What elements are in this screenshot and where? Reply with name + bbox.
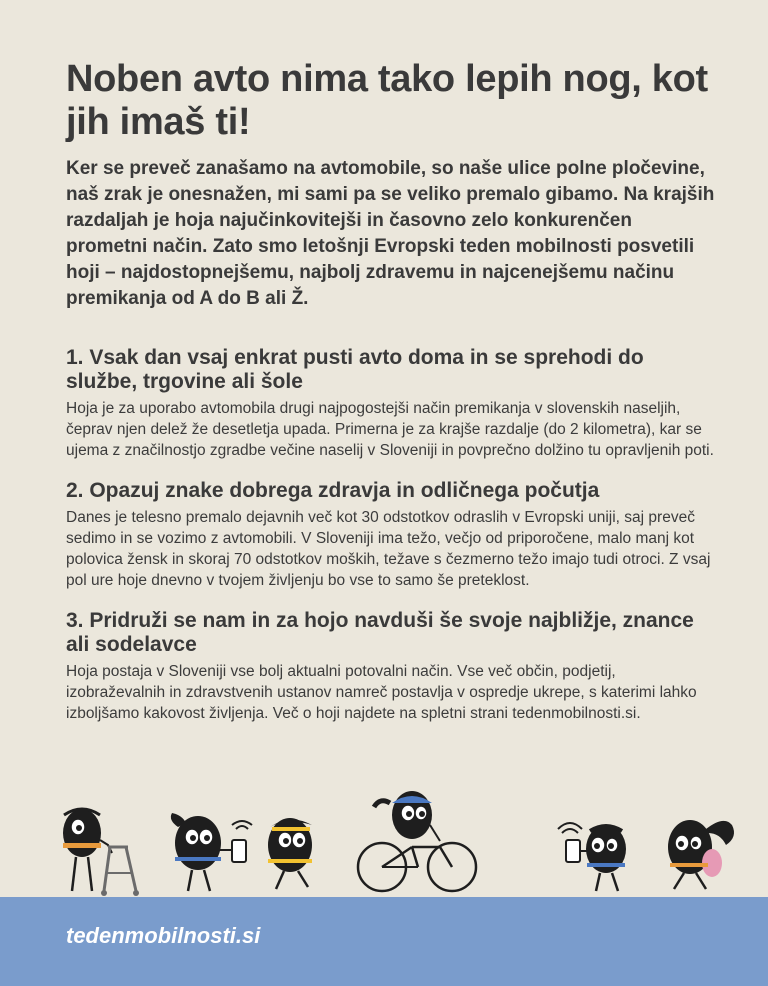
section-heading: 1. Vsak dan vsaj enkrat pusti avto doma in se sprehodi do službe, trgovine ali šole [66,346,644,393]
section-3 [66,609,716,724]
section-body: Hoja je za uporabo avtomobila drugi najpogostejši način premikanja v slovenskih naseljih, čeprav njen delež že desetletja upada. Primerna je za krajše razdalje (do 2 kilometra), kar se ujema z značilnostjo zgradbe večine naselij v Sloveniji in povprečno dolžino tu opravljenih poti. [66,400,714,459]
cyclist-character [358,791,476,891]
phone-character [171,813,252,891]
backpack-character [668,820,734,889]
walking-characters-illustration [0,785,768,900]
phone-character-2 [558,823,626,891]
section-heading: 2. Opazuj znake dobrega zdravja in odličnega počutja [66,479,600,502]
section-heading: 3. Pridruži se nam in za hojo navduši še svoje najbližje, znance ali sodelavce [66,609,694,656]
section-body: Danes je telesno premalo dejavnih več kot 30 odstotkov odraslih v Evropski uniji, saj preveč sedimo in se vozimo z avtomobili. V Sloveniji ima težo, večjo od priporočene, malo manj kot polovica žensk in skoraj 70 odstotkov moških, težave s čezmerno težo imajo tudi otroci. Z vsaj pol ure hoje dnevno v tvojem življenju bo vse to samo še preteklost. [66,509,711,589]
section-1 [66,346,716,461]
intro-paragraph: Ker se preveč zanašamo na avtomobile, so naše ulice polne pločevine, naš zrak je onesnažen, mi sami pa se veliko premalo gibamo. Na krajših razdaljah je hoja najučinkovitejši in časovno zelo konkurenčen prometni način. Zato smo letošnji Evropski teden mobilnosti posvetili hoji – najdostopnejšemu, najbolj zdravemu in najcenejšemu načinu premikanja od A do B ali Ž. [66,158,715,309]
section-2 [66,479,716,591]
section-body: Hoja postaja v Sloveniji vse bolj aktualni potovalni način. Vse več občin, podjetij, izobraževalnih in zdravstvenih ustanov namreč postavlja v ospredje ukrepe, s katerimi lahko izboljšamo kakovost življenja. Več o hoji najdete na spletni strani tedenmobilnosti.si. [66,663,697,722]
runner-character [268,818,312,889]
footer-bar [0,897,768,986]
walker-frame [101,847,139,896]
elderly-walker-character [63,809,139,896]
page-title: Noben avto nima tako lepih nog, kot jih imaš ti! [66,58,708,143]
website-link[interactable]: tedenmobilnosti.si [66,923,261,948]
article [66,58,716,742]
